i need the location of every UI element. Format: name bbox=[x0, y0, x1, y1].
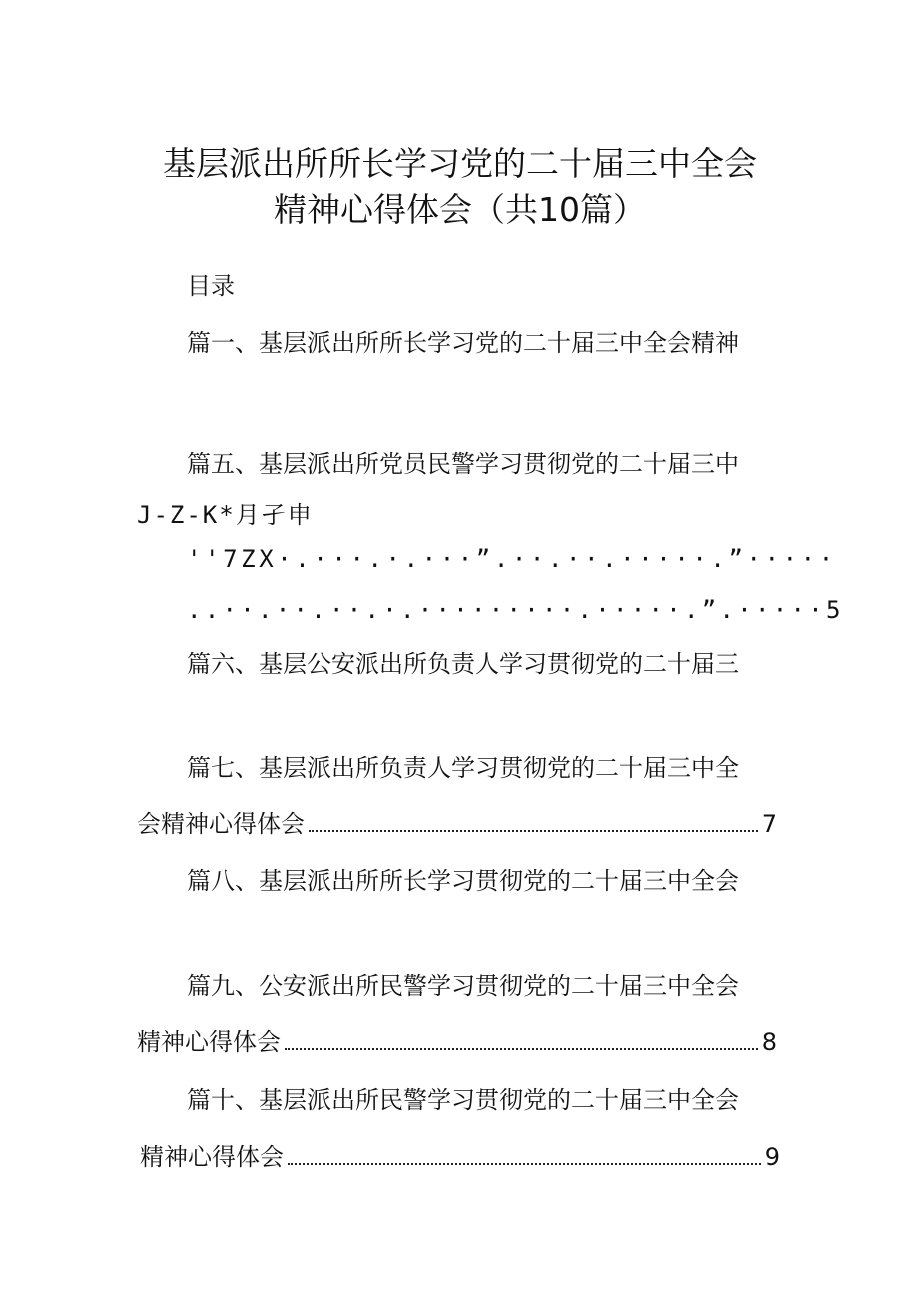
toc-entry-9-continuation[interactable] bbox=[137, 1022, 777, 1057]
toc-entry-5[interactable]: 篇五、基层派出所党员民警学习贯彻党的二十届三中 bbox=[187, 450, 739, 478]
toc-entry-10-text: 精神心得体会 bbox=[140, 1143, 284, 1171]
toc-entry-5-garbled-line: J-Z-K*月孑申 bbox=[137, 501, 314, 529]
toc-entry-9-text: 精神心得体会 bbox=[137, 1028, 281, 1056]
toc-entry-7-text: 会精神心得体会 bbox=[137, 810, 305, 838]
doc-title-line2: 精神心得体会（共10篇） bbox=[274, 190, 646, 229]
toc-entry-6[interactable]: 篇六、基层公安派出所负责人学习贯彻党的二十届三 bbox=[187, 650, 739, 678]
toc-entry-10-page-number: 9 bbox=[764, 1143, 780, 1171]
toc-entry-9[interactable]: 篇九、公安派出所民警学习贯彻党的二十届三中全会 bbox=[187, 972, 739, 1000]
toc-entry-8[interactable]: 篇八、基层派出所所长学习贯彻党的二十届三中全会 bbox=[187, 867, 739, 895]
doc-title-line1: 基层派出所所长学习党的二十届三中全会 bbox=[163, 144, 757, 183]
toc-entry-9-page-number: 8 bbox=[761, 1028, 777, 1056]
dot-leader bbox=[288, 1163, 761, 1165]
dot-leader bbox=[309, 830, 758, 832]
toc-entry-7-page-number: 7 bbox=[761, 810, 777, 838]
toc-heading: 目录 bbox=[187, 272, 235, 300]
toc-entry-10[interactable]: 篇十、基层派出所民警学习贯彻党的二十届三中全会 bbox=[187, 1086, 739, 1114]
dot-leader bbox=[285, 1048, 758, 1050]
toc-entry-5-leader-line: ''7ZX·.···.·.···”.··.··.·····.”····· bbox=[187, 545, 837, 573]
toc-entry-7-continuation[interactable] bbox=[137, 804, 777, 839]
toc-entry-7[interactable]: 篇七、基层派出所负责人学习贯彻党的二十届三中全 bbox=[187, 754, 739, 782]
toc-entry-1[interactable]: 篇一、基层派出所所长学习党的二十届三中全会精神 bbox=[187, 329, 739, 357]
toc-entry-10-continuation[interactable] bbox=[140, 1137, 780, 1172]
toc-entry-5-leader-line-page: ..··.··.··.·.·········.·····.”.·····5 bbox=[187, 596, 844, 624]
